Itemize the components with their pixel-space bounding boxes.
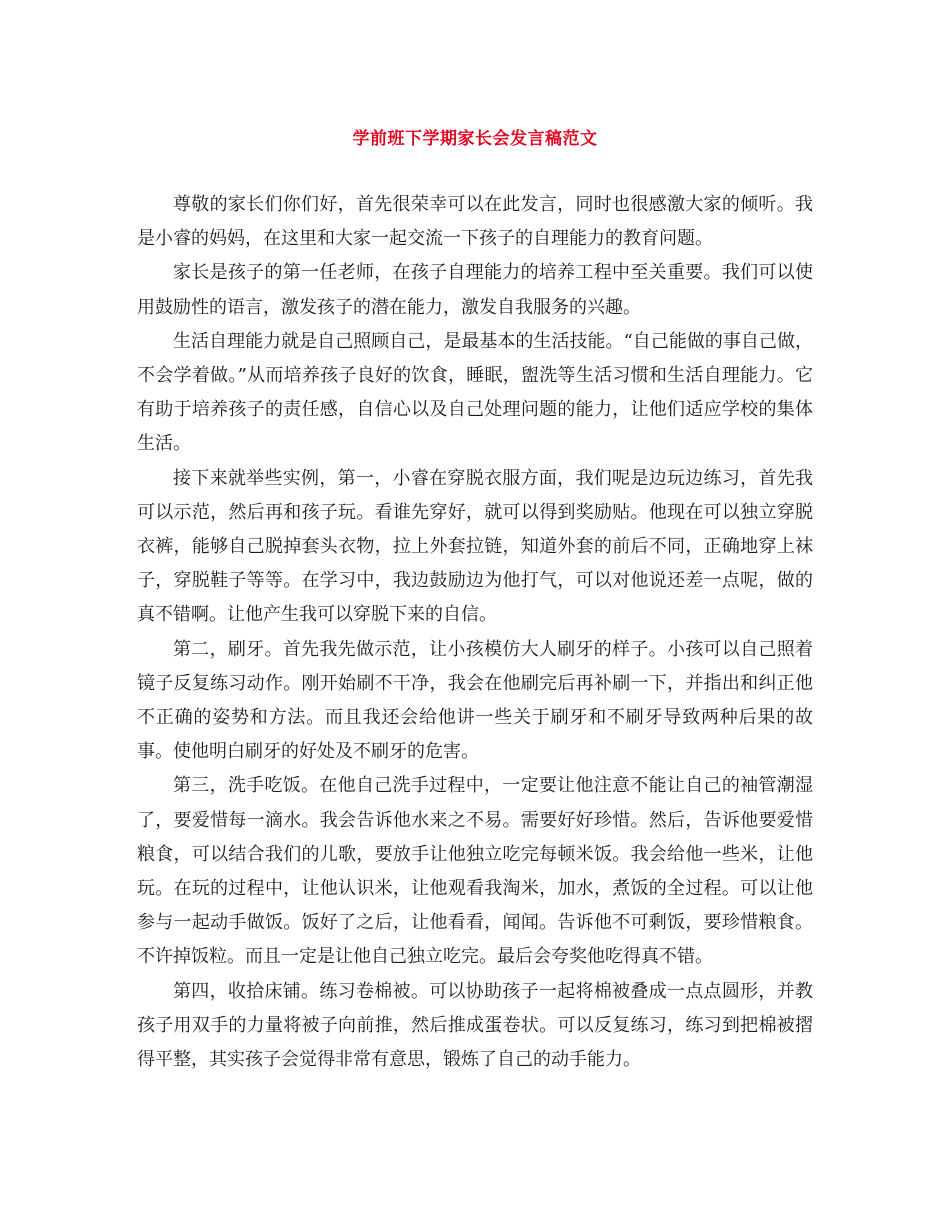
paragraph-greeting: 尊敬的家长们你们好，首先很荣幸可以在此发言，同时也很感激大家的倾听。我是小睿的妈妈，在这里和大家一起交流一下孩子的自理能力的教育问题。 (137, 194, 813, 250)
paragraph-making-bed: 第四，收拾床铺。练习卷棉被。可以协助孩子一起将棉被叠成一点点圆形，并教孩子用双手的力量将被子向前推，然后推成蛋卷状。可以反复练习，练习到把棉被摺得平整，其实孩子会觉得非常有意思，锻炼了自己的动手能力。 (137, 980, 813, 1071)
paragraph-dressing: 接下来就举些实例，第一，小睿在穿脱衣服方面，我们呢是边玩边练习，首先我可以示范，然后再和孩子玩。看谁先穿好，就可以得到奖励贴。他现在可以独立穿脱衣裤，能够自己脱掉套头衣物，拉上外套拉链，知道外套的前后不同，正确地穿上袜子，穿脱鞋子等等。在学习中，我边鼓励边为他打气，可以对他说还差一点呢，做的真不错啊。让他产生我可以穿脱下来的自信。 (137, 467, 813, 626)
paragraph-washing-eating: 第三，洗手吃饭。在他自己洗手过程中，一定要让他注意不能让自己的袖管潮湿了，要爱惜每一滴水。我会告诉他水来之不易。需要好好珍惜。然后，告诉他要爱惜粮食，可以结合我们的儿歌，要放手让他独立吃完每顿米饭。我会给他一些米，让他玩。在玩的过程中，让他认识米，让他观看我淘米，加水，煮饭的全过程。可以让他参与一起动手做饭。饭好了之后，让他看看，闻闻。告诉他不可剩饭，要珍惜粮食。不许掉饭粒。而且一定是让他自己独立吃完。最后会夸奖他吃得真不错。 (137, 775, 813, 968)
paragraph-brushing-teeth: 第二，刷牙。首先我先做示范，让小孩模仿大人刷牙的样子。小孩可以自己照着镜子反复练习动作。刚开始刷不干净，我会在他刷完后再补刷一下，并指出和纠正他不正确的姿势和方法。而且我还会给他讲一些关于刷牙和不刷牙导致两种后果的故事。使他明白刷牙的好处及不刷牙的危害。 (137, 638, 813, 763)
document-title: 学前班下学期家长会发言稿范文 (352, 129, 598, 149)
paragraph-self-care-definition: 生活自理能力就是自己照顾自己，是最基本的生活技能。“自己能做的事自己做，不会学着做。”从而培养孩子良好的饮食，睡眠，盥洗等生活习惯和生活自理能力。它有助于培养孩子的责任感，自信心以及自己处理问题的能力，让他们适应学校的集体生活。 (137, 330, 813, 455)
document-body (137, 188, 813, 1077)
paragraph-parent-role: 家长是孩子的第一任老师，在孩子自理能力的培养工程中至关重要。我们可以使用鼓励性的语言，激发孩子的潜在能力，激发自我服务的兴趣。 (137, 262, 813, 318)
